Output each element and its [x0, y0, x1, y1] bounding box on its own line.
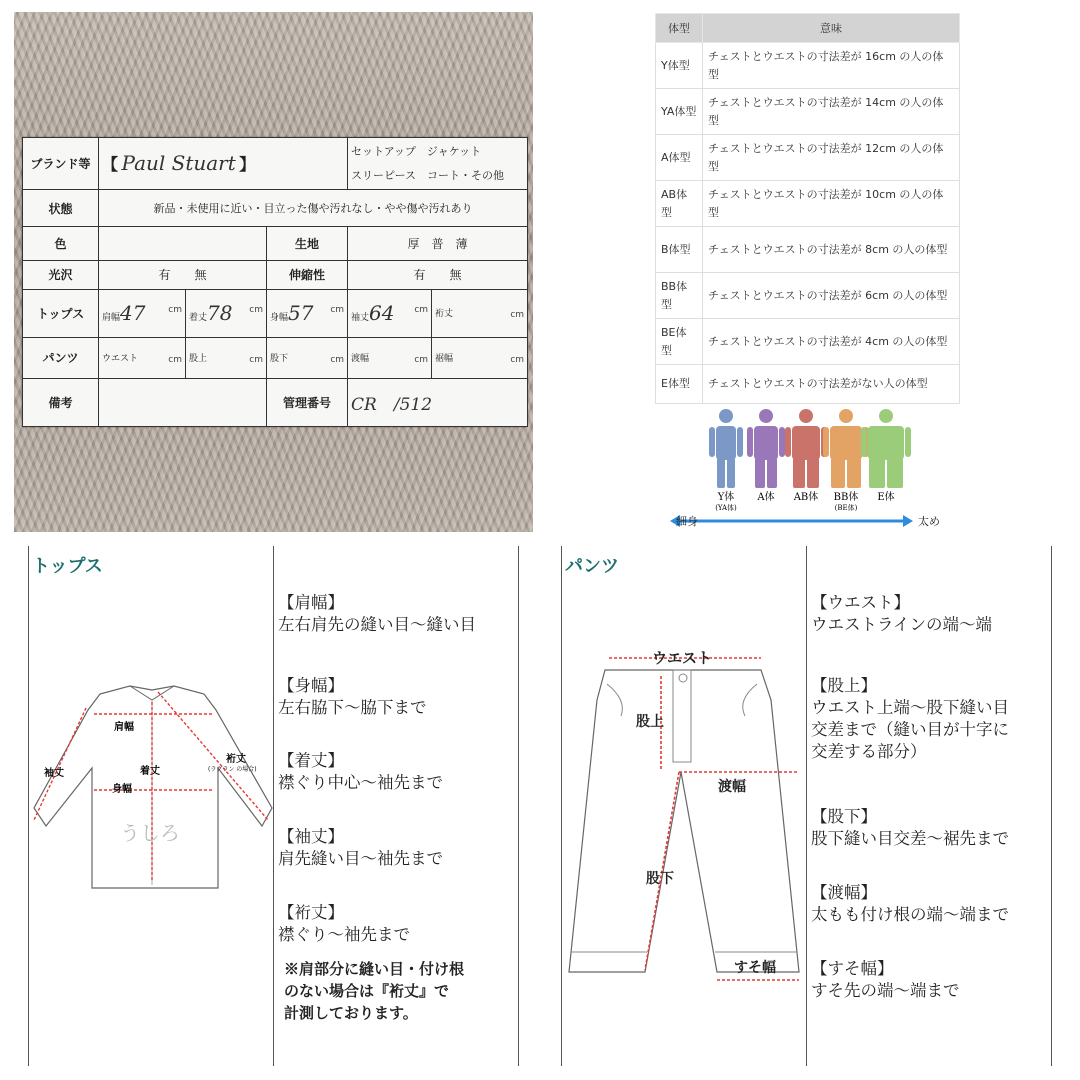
sleeve-cell: 袖丈64 cm	[348, 289, 432, 337]
diagram-chest-label: 身幅	[112, 784, 132, 795]
diagram-rise-label: 股上	[636, 714, 664, 730]
body-type-meaning: チェストとウエストの寸法差が 14cm の人の体型	[703, 89, 960, 135]
jacket-diagram	[28, 680, 273, 900]
body-type-meaning: チェストとウエストの寸法差がない人の体型	[703, 365, 960, 404]
tops-item-length: 【着丈】 襟ぐり中心〜袖先まで	[278, 751, 443, 792]
pants-item-waist: 【ウエスト】 ウエストラインの端〜端	[811, 593, 993, 634]
sleeve-value: 64	[369, 301, 395, 326]
body-figure-label: Y体	[717, 492, 735, 503]
meaning-col-header: 意味	[703, 14, 960, 43]
body-figure-icon	[785, 409, 827, 503]
fabric-label: 生地	[267, 227, 348, 260]
diagram-inseam-label: 股下	[646, 871, 674, 887]
color-label: 色	[23, 227, 99, 260]
hem-cell: 裾幅 cm	[432, 337, 528, 379]
slim-label: 細身	[676, 515, 698, 528]
rise-cell: 股上 cm	[186, 337, 267, 379]
body-type-meaning: チェストとウエストの寸法差が 12cm の人の体型	[703, 135, 960, 181]
garment-types: セットアップ ジャケット スリーピース コート・その他	[348, 138, 528, 190]
thigh-cell: 渡幅 cm	[348, 337, 432, 379]
divider	[273, 546, 274, 1066]
body-type-name: AB体型	[656, 181, 703, 227]
brand-label: ブランド等	[23, 138, 99, 190]
tops-item-sleeve: 【袖丈】 肩先縫い目〜袖先まで	[278, 827, 443, 868]
body-figure-icon	[709, 409, 743, 512]
shoulder-cell: 肩幅47 cm	[99, 289, 186, 337]
condition-label: 状態	[23, 189, 99, 226]
pants-diagram	[561, 640, 806, 990]
body-type-meaning: チェストとウエストの寸法差が 4cm の人の体型	[703, 319, 960, 365]
body-type-name: BB体型	[656, 273, 703, 319]
body-type-row	[656, 181, 960, 227]
body-type-col-header: 体型	[656, 14, 703, 43]
length-value: 78	[207, 301, 233, 326]
body-type-meaning: チェストとウエストの寸法差が 16cm の人の体型	[703, 43, 960, 89]
diagram-length-label: 着丈	[140, 766, 160, 777]
body-figure-icon	[747, 409, 785, 503]
pants-label: パンツ	[23, 337, 99, 379]
pants-item-thigh: 【渡幅】 太もも付け根の端〜端まで	[811, 883, 1009, 924]
body-figure-label: A体	[757, 492, 775, 503]
brand-value: Paul Stuart	[121, 151, 236, 176]
brand-value-cell: 【 Paul Stuart 】	[99, 138, 348, 190]
body-figure-icon	[861, 409, 911, 503]
inseam-cell: 股下 cm	[267, 337, 348, 379]
diagram-raglan-label: (ラグラン の場合)	[208, 766, 257, 773]
body-type-row	[656, 365, 960, 404]
color-value	[99, 227, 267, 260]
pants-item-hem: 【すそ幅】 すそ先の端〜端まで	[811, 959, 960, 1000]
body-type-meaning: チェストとウエストの寸法差が 10cm の人の体型	[703, 181, 960, 227]
diagram-yuki-label: 裄丈	[226, 754, 246, 765]
pants-section-title: パンツ	[565, 556, 619, 577]
body-type-row	[656, 89, 960, 135]
body-type-figures	[670, 400, 960, 535]
tops-item-yuki: 【裄丈】 襟ぐり〜袖先まで	[278, 903, 410, 944]
gloss-label: 光沢	[23, 260, 99, 289]
tops-section-title: トップス	[32, 556, 103, 577]
body-figure-label: E体	[877, 492, 895, 503]
fabric-options: 厚 普 薄	[348, 227, 528, 260]
body-type-table	[655, 13, 960, 404]
pants-item-rise: 【股上】 ウエスト上端〜股下縫い目 交差まで（縫い目が十字に 交差する部分）	[811, 676, 1009, 761]
notes-label: 備考	[23, 379, 99, 427]
tops-item-chest: 【身幅】 左右脇下〜脇下まで	[278, 676, 427, 717]
gloss-options: 有 無	[99, 260, 267, 289]
divider	[1051, 546, 1052, 1066]
shoulder-value: 47	[120, 301, 146, 326]
diagram-thigh-label: 渡幅	[718, 779, 746, 795]
body-type-name: E体型	[656, 365, 703, 404]
body-type-meaning: チェストとウエストの寸法差が 8cm の人の体型	[703, 227, 960, 273]
body-type-name: B体型	[656, 227, 703, 273]
tops-label: トップス	[23, 289, 99, 337]
yuki-cell: 裄丈 cm	[432, 289, 528, 337]
body-type-name: BE体型	[656, 319, 703, 365]
body-type-row	[656, 273, 960, 319]
stretch-label: 伸縮性	[267, 260, 348, 289]
chest-cell: 身幅57 cm	[267, 289, 348, 337]
diagram-back-label: うしろ	[120, 821, 180, 845]
tops-note: ※肩部分に縫い目・付け根 のない場合は『裄丈』で 計測しております。	[284, 960, 465, 1022]
body-type-row	[656, 135, 960, 181]
body-type-meaning: チェストとウエストの寸法差が 6cm の人の体型	[703, 273, 960, 319]
measurement-card-photo	[14, 12, 533, 532]
waist-cell: ウエスト cm	[99, 337, 186, 379]
length-cell: 着丈78 cm	[186, 289, 267, 337]
body-figure-sublabel: (YA体)	[715, 504, 737, 512]
body-type-row	[656, 319, 960, 365]
measurement-card	[22, 137, 527, 427]
pants-item-inseam: 【股下】 股下縫い目交差〜裾先まで	[811, 807, 1009, 848]
body-type-row	[656, 227, 960, 273]
mgmt-label: 管理番号	[267, 379, 348, 427]
body-figure-icon	[823, 409, 869, 512]
body-figure-sublabel: (BE体)	[834, 504, 858, 512]
thick-label: 太め	[918, 515, 940, 528]
body-type-name: Y体型	[656, 43, 703, 89]
notes-value	[99, 379, 267, 427]
diagram-hem-label: すそ幅	[734, 960, 776, 976]
body-type-name: A体型	[656, 135, 703, 181]
mgmt-value: CR /512	[348, 379, 528, 427]
stretch-options: 有 無	[348, 260, 528, 289]
divider	[518, 546, 519, 1066]
diagram-waist-label: ウエスト	[652, 649, 713, 667]
body-figure-label: BB体	[833, 492, 859, 503]
arrow-right-icon	[903, 515, 913, 527]
body-type-row	[656, 43, 960, 89]
diagram-shoulder-label: 肩幅	[114, 722, 134, 733]
diagram-sleeve-label: 袖丈	[44, 768, 64, 779]
tops-item-shoulder: 【肩幅】 左右肩先の縫い目〜縫い目	[278, 593, 476, 634]
divider	[806, 546, 807, 1066]
chest-value: 57	[288, 301, 314, 326]
body-type-name: YA体型	[656, 89, 703, 135]
body-figure-label: AB体	[793, 492, 819, 503]
condition-options: 新品・未使用に近い・目立った傷や汚れなし・やや傷や汚れあり	[99, 189, 528, 226]
